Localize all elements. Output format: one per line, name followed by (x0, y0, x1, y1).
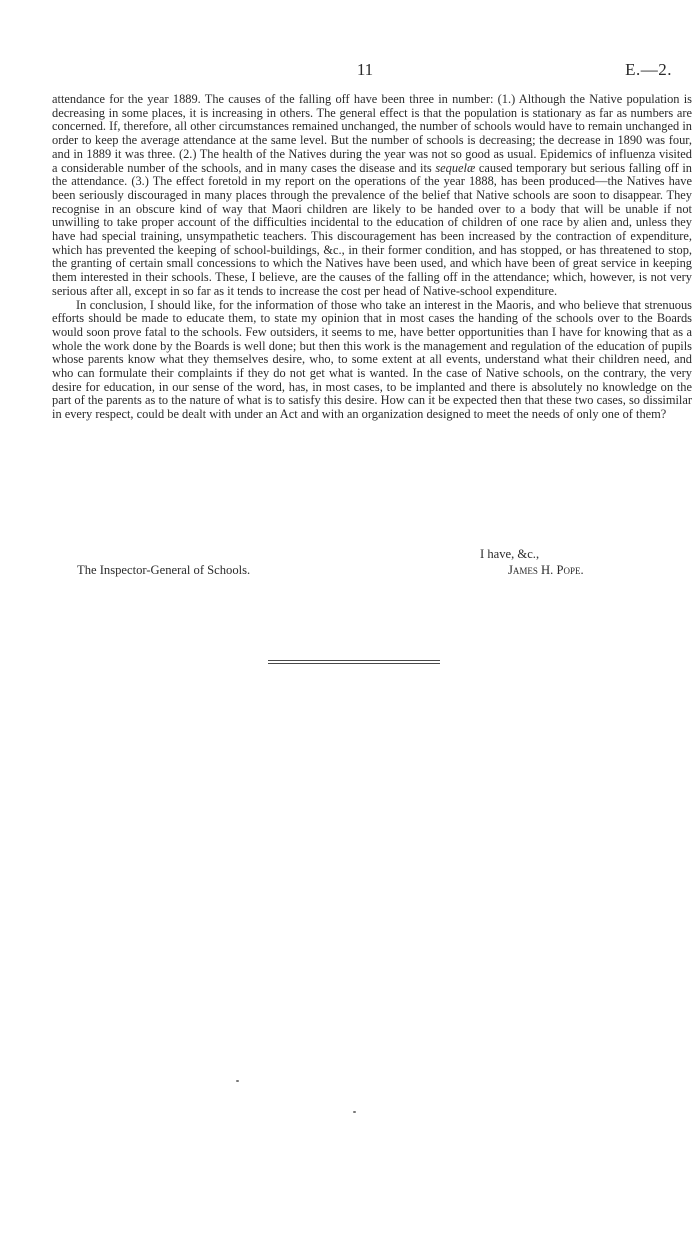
end-rule-top (268, 660, 440, 661)
scan-speck (353, 1111, 356, 1113)
report-body (52, 93, 692, 422)
document-reference: E.—2. (625, 60, 672, 79)
paragraph-conclusion: In conclusion, I should like, for the information of those who take an interest in the Maoris, and who believe that strenuous efforts should be made to educate them, to state my opinion that in most cases the handing of the schools over to the Boards would soon prove fatal to the schools. Few outsiders, it seems to me, have better opportunities than I have for knowing that as a whole the work done by the Boards is well done; but then this work is the management and regulation of the education of pupils whose parents know what they themselves desire, who, to some extent at all events, understand what their children need, and who can formulate their complaints if they do not get what is wanted. In the case of Native schools, on the contrary, the very desire for education, in our sense of the word, has, in most cases, to be implanted and there is absolutely no knowledge on the part of the parents as to the nature of what is to satisfy this desire. How can it be expected then that these two cases, so dissimilar in every respect, could be dealt with under an Act and with an organization designed to meet the needs of only one of them? (52, 297, 692, 422)
paragraph-causes-text: attendance for the year 1889. The causes of the falling off have been three in number: (1.) Although the Native population is decreasing in some places, it is increasing in others. The general effect is that the population is stationary as far as numbers are concerned. If, therefore, all other circumstances remained unchanged, the number of schools would have to remain unchanged in order to keep the average attendance at the same level. But the number of schools is decreasing; the decrease in 1890 was four, and in 1889 it was three. (2.) The health of the Natives during the year was not so good as usual. Epidemics of influenza visited a considerable number of the schools, and in many cases the disease and its (52, 92, 692, 175)
addressee: The Inspector-General of Schools. (77, 563, 251, 577)
scan-speck (236, 1080, 239, 1082)
signatory-name: James H. Pope. (508, 563, 584, 577)
page-number: 11 (356, 60, 374, 79)
paragraph-causes (52, 93, 692, 299)
sequelae-word: sequelæ (435, 160, 476, 175)
closing-text: I have, &c., (480, 547, 540, 561)
paragraph-causes-continued: caused temporary but serious falling off in the attendance. (3.) The effect foretold in my report on the operations of the year 1888, has been produced—the Natives have been seriously discouraged in many places through the prevalence of the belief that Native schools are soon to disappear. They recognise in an obscure kind of way that Maori children are likely to be handed over to a body that will be unable if not unwilling to take proper account of the difficulties incidental to the education of children of one race by alien and, unless they have had special training, unsympathetic teachers. This discouragement has been increased by the contraction of expenditure, which has prevented the keeping of school-buildings, &c., in their former condition, and has stopped, or has threatened to stop, the granting of certain small concessions to which the Natives have been used, and which have been of great service in keeping them interested in their schools. These, I believe, are the causes of the falling off in the attendance; which, however, is not very serious after all, except in so far as it tends to increase the cost per head of Native-school expenditure. (52, 160, 692, 298)
end-rule-bottom (268, 663, 440, 664)
